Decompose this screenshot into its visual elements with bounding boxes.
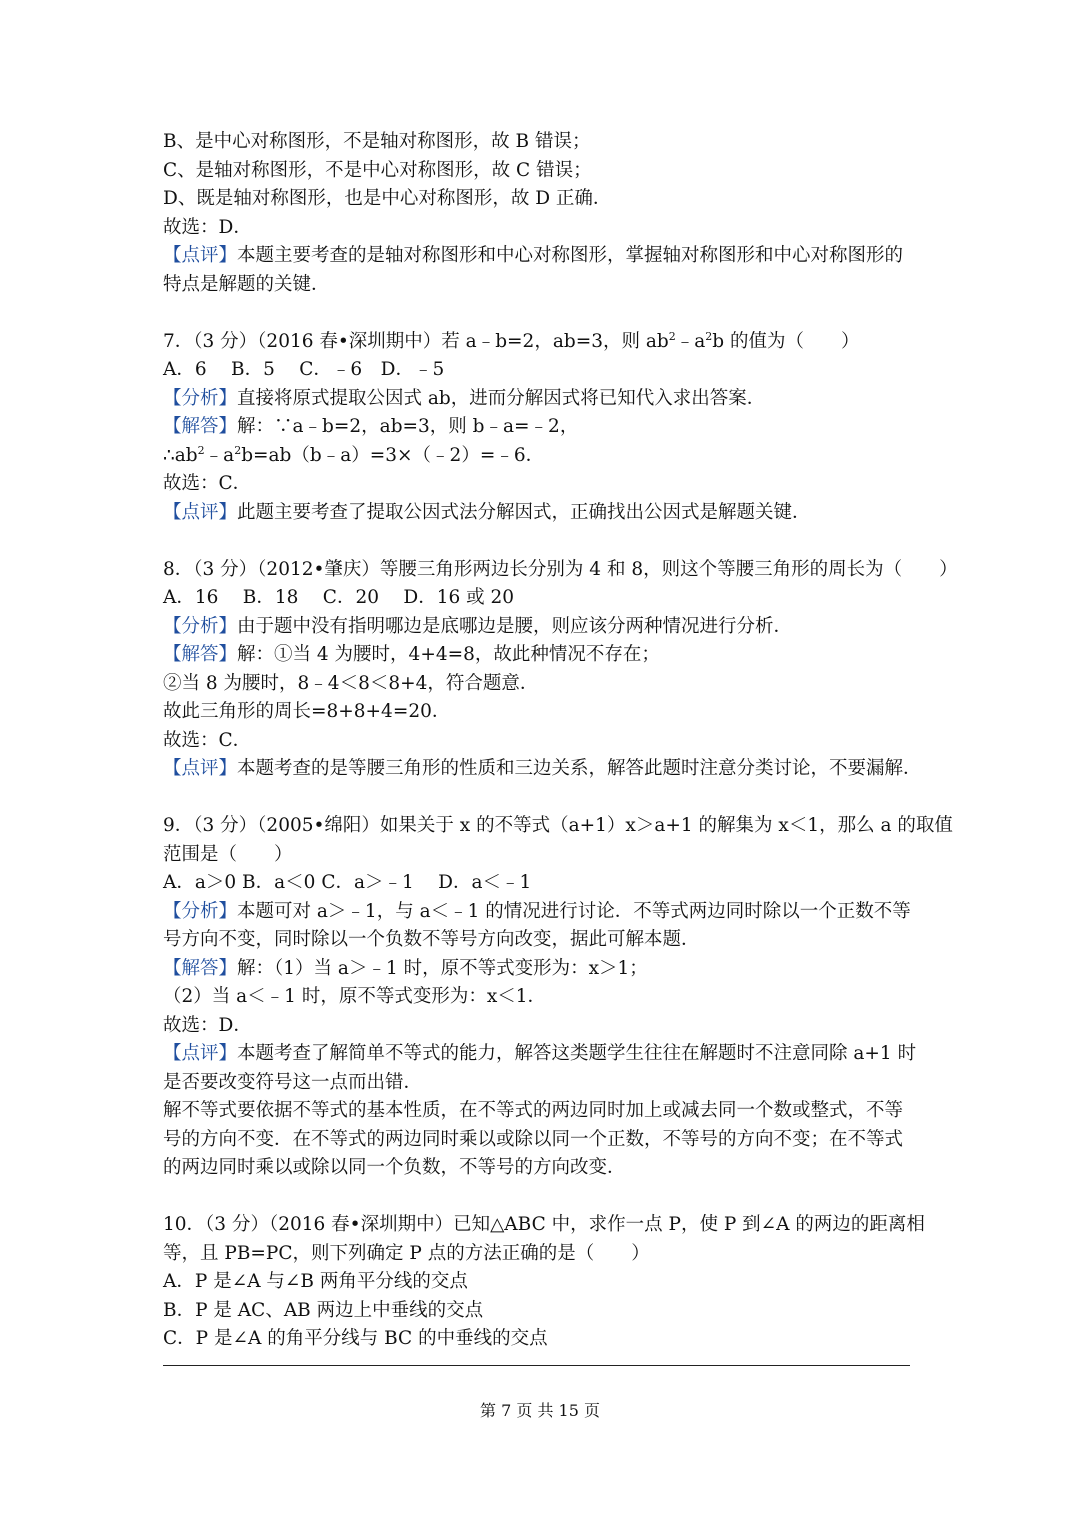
q7-work: $\therefore ab^2﹣a^2b=ab(b﹣a)=3\times(﹣2)=﹣6$． bbox=[163, 443, 545, 466]
q8-comment: 【点评】本题考查的是等腰三角形的性质和三边关系，解答此题时注意分类讨论，不要漏解． bbox=[163, 758, 922, 779]
q8-stem: 8．（3 分）（2012•肇庆）等腰三角形两边长分别为 4 和 8，则这个等腰三角形的周长为（ ） bbox=[163, 558, 958, 580]
q8-options: A．16 B．18 C．20 D．16 或 20 bbox=[163, 587, 515, 608]
prev-comment-cont: 特点是解题的关键． bbox=[163, 273, 330, 295]
prev-option-b-explanation: B、是中心对称图形，不是轴对称图形，故 B 错误； bbox=[163, 131, 591, 152]
q7-analysis: 【分析】直接将原式提取公因式 ab，进而分解因式将已知代入求出答案． bbox=[163, 387, 766, 409]
answer-tag: 【解答】 bbox=[163, 644, 238, 665]
q10-option-b: B．P 是 AC、AB 两边上中垂线的交点 bbox=[163, 1299, 484, 1321]
q7-options: A．6 B．5 C．﹣6 D．﹣5 bbox=[163, 359, 445, 380]
q7-stem: 7．（3 分）（2016 春•深圳期中）若 a﹣b=2，ab=3，则 $ab^2﹣a^2b$ 的值为（ ） bbox=[163, 329, 860, 352]
answer-tag: 【解答】 bbox=[163, 416, 238, 437]
q9-comment-cont: 是否要改变符号这一点而出错． bbox=[163, 1071, 423, 1093]
page-footer: 第 7 页 共 15 页 bbox=[480, 1401, 600, 1420]
q9-choice: 故选：D． bbox=[163, 1014, 252, 1036]
q7-answer: 【解答】解：∵a﹣b=2，ab=3，则 b﹣a=﹣2， bbox=[163, 416, 579, 437]
q10-option-a: A．P 是∠A 与∠B 两角平分线的交点 bbox=[163, 1271, 468, 1292]
q7-comment: 【点评】此题主要考查了提取公因式法分解因式，正确找出公因式是解题关键． bbox=[163, 501, 811, 523]
prev-choice: 故选：D． bbox=[163, 216, 252, 238]
q9-options: A．a＞0 B．a＜0 C．a＞﹣1 D．a＜﹣1 bbox=[163, 872, 532, 893]
prev-option-d-explanation: D、既是轴对称图形，也是中心对称图形，故 D 正确． bbox=[163, 188, 612, 209]
q9-analysis-cont: 号方向不变，同时除以一个负数不等号方向改变，据此可解本题． bbox=[163, 929, 700, 950]
q8-case-2: ②当 8 为腰时，8﹣4＜8＜8+4，符合题意． bbox=[163, 672, 539, 694]
analysis-tag: 【分析】 bbox=[163, 615, 238, 637]
q10-option-c: C．P 是∠A 的角平分线与 BC 的中垂线的交点 bbox=[163, 1328, 548, 1349]
q8-choice: 故选：C． bbox=[163, 729, 252, 751]
q7-choice: 故选：C． bbox=[163, 473, 252, 494]
q8-answer: 【解答】解：①当 4 为腰时，4+4=8，故此种情况不存在； bbox=[163, 644, 660, 665]
answer-tag: 【解答】 bbox=[163, 957, 238, 979]
q9-stem: 9．（3 分）（2005•绵阳）如果关于 x 的不等式（a+1）x＞a+1 的解集为 x＜1，那么 a 的取值 bbox=[163, 815, 953, 836]
q9-extra-2: 号的方向不变．在不等式的两边同时乘以或除以同一个正数，不等号的方向不变；在不等式 bbox=[163, 1128, 904, 1150]
comment-tag: 【点评】 bbox=[163, 245, 238, 266]
q9-comment: 【点评】本题考查了解简单不等式的能力，解答这类题学生往往在解题时不注意同除 a+1 时 bbox=[163, 1043, 917, 1064]
prev-option-c-explanation: C、是轴对称图形，不是中心对称图形，故 C 错误； bbox=[163, 159, 592, 181]
page-content bbox=[163, 128, 958, 1354]
q8-perimeter: 故此三角形的周长=8+8+4=20． bbox=[163, 701, 451, 722]
analysis-tag: 【分析】 bbox=[163, 900, 238, 922]
analysis-tag: 【分析】 bbox=[163, 387, 238, 409]
q9-case-2: （2）当 a＜﹣1 时，原不等式变形为：x＜1． bbox=[163, 986, 547, 1007]
comment-tag: 【点评】 bbox=[163, 1043, 238, 1064]
q9-answer: 【解答】解：（1）当 a＞﹣1 时，原不等式变形为：x＞1； bbox=[163, 957, 648, 979]
q9-analysis: 【分析】本题可对 a＞﹣1，与 a＜﹣1 的情况进行讨论．不等式两边同时除以一个正数不等 bbox=[163, 900, 911, 922]
q9-stem-cont: 范围是（ ） bbox=[163, 843, 293, 865]
q10-stem-cont: 等，且 PB=PC，则下列确定 P 点的方法正确的是（ ） bbox=[163, 1242, 650, 1264]
prev-comment: 【点评】本题主要考查的是轴对称图形和中心对称图形，掌握轴对称图形和中心对称图形的 bbox=[163, 245, 904, 266]
comment-tag: 【点评】 bbox=[163, 758, 238, 779]
q9-extra-3: 的两边同时乘以或除以同一个负数，不等号的方向改变． bbox=[163, 1157, 626, 1178]
q9-extra-1: 解不等式要依据不等式的基本性质，在不等式的两边同时加上或减去同一个数或整式，不等 bbox=[163, 1100, 904, 1121]
footer-divider bbox=[163, 1365, 910, 1366]
comment-tag: 【点评】 bbox=[163, 501, 238, 523]
q10-stem: 10．（3 分）（2016 春•深圳期中）已知△ABC 中，求作一点 P，使 P 到∠A 的两边的距离相 bbox=[163, 1214, 925, 1235]
q8-analysis: 【分析】由于题中没有指明哪边是底哪边是腰，则应该分两种情况进行分析． bbox=[163, 615, 793, 637]
